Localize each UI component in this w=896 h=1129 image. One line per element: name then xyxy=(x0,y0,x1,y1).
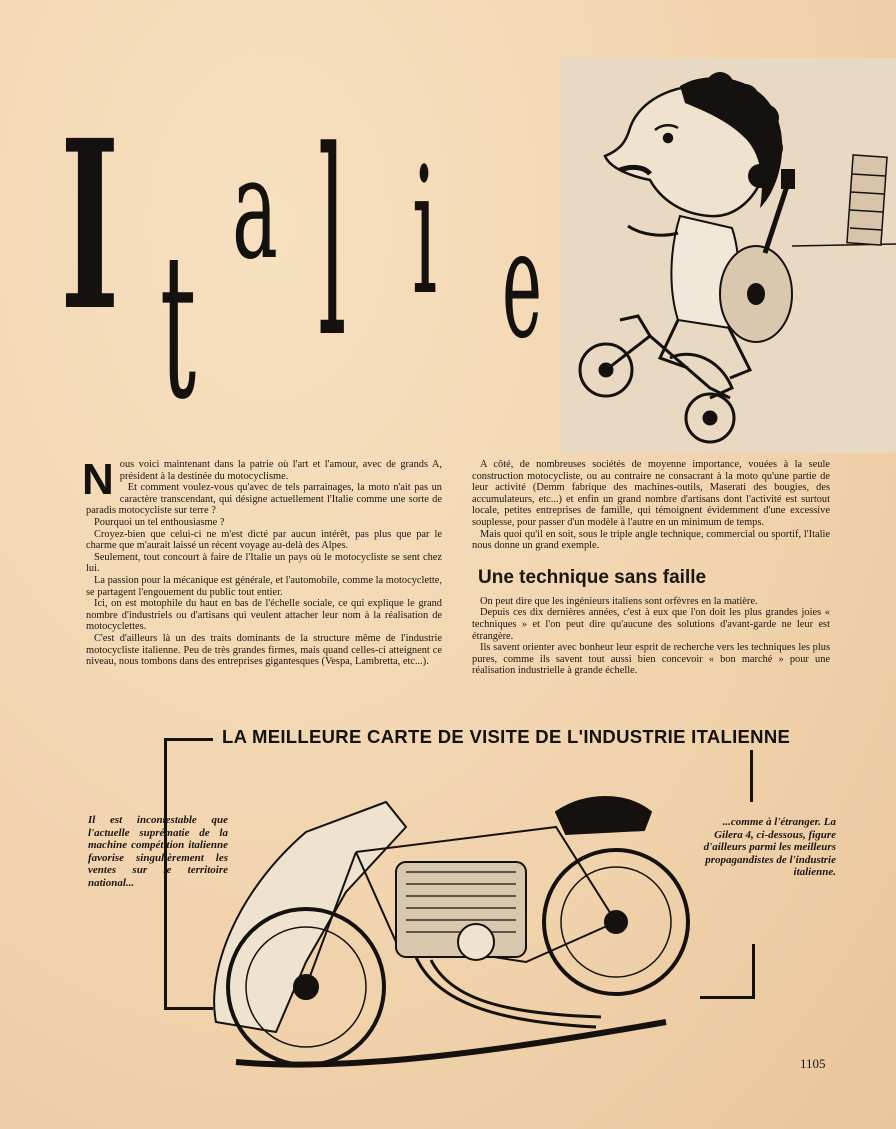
rider-caricature-icon xyxy=(560,58,896,453)
title-letter-i: i xyxy=(412,131,438,334)
caption-right: ...comme à l'étranger. La Gilera 4, ci-dessous, figure d'ailleurs parmi les meilleurs propagandistes de l'industrie italienne. xyxy=(703,816,836,879)
caption-left: Il est incontestable que l'actuelle suprématie de la machine compétition italienne favorise singulièrement les ventes sur le territoire national... xyxy=(88,814,228,889)
article-paragraph: A côté, de nombreuses sociétés de moyenne importance, vouées à la seule construction motocycliste, ou au contraire ne consacrant à la moto qu'une partie de leur activité (Demm fabrique des machines-outils, Maserati des bougies, des accumulateurs, etc...) et enfin un grand nombre d'artisans dont l'activité est surtout locale, petites entreprises de famille, qui témoignent évidemment d'une excessive souplesse, pour passer d'un modèle à l'autre en un minimum de temps. xyxy=(472,459,830,528)
article-paragraph: On peut dire que les ingénieurs italiens sont orfèvres en la matière. xyxy=(480,595,758,607)
frame-bracket-right-bottom xyxy=(700,944,755,999)
racing-motorcycle-icon xyxy=(196,772,696,1084)
article-paragraph: Seulement, tout concourt à faire de l'Italie un pays où le motocycliste se sent chez lui. xyxy=(86,551,442,575)
article-paragraph: La passion pour la mécanique est générale, et l'automobile, comme la motocyclette, se partagent l'engouement du public tout entier. xyxy=(86,574,442,598)
title-letter-a: a xyxy=(232,128,278,291)
frame-bracket-right-top xyxy=(750,750,753,802)
title-letter-l: l xyxy=(318,97,347,394)
cartoon-illustration xyxy=(560,58,896,453)
title-letter-t: t xyxy=(160,211,197,444)
article-paragraph: Depuis ces dix dernières années, c'est à eux que l'on doit les plus grandes joies « techniques » et l'on peut dire qu'aucune des solutions d'avant-garde ne leur est étrangère. xyxy=(472,607,830,642)
article-paragraph: Ils savent orienter avec bonheur leur esprit de recherche vers les techniques les plus pures, comme ils savent tout aussi bien concevoir « bon marché » pour une réalisation industrielle à grande échelle. xyxy=(472,642,830,677)
title-letter-e: e xyxy=(502,198,542,372)
page-number: 1105 xyxy=(800,1056,826,1071)
article-paragraph: Et comment voulez-vous qu'avec de tels parrainages, la moto n'ait pas un caractère transcendant, qui désigne actuellement l'Italie comme une sorte de paradis motocycliste sur terre ? xyxy=(86,482,442,517)
title-letter-i-capital: I xyxy=(60,89,120,362)
article-subheading: Une technique sans faille xyxy=(478,566,707,588)
article-right-column xyxy=(472,459,830,677)
drop-cap: N xyxy=(82,455,114,504)
article-paragraph: ous voici maintenant dans la patrie où l'art et l'amour, avec de grands A, président à la destinée du motocyclisme. xyxy=(119,459,442,482)
article-left-column xyxy=(82,455,442,668)
article-paragraph: Mais quoi qu'il en soit, sous le triple angle technique, commercial ou sportif, l'Italie nous donne un grand exemple. xyxy=(472,528,830,552)
article-paragraph: C'est d'ailleurs là un des traits dominants de la structure même de l'industrie motocycliste italienne. Peu de très grandes firmes, mais quand celles-ci atteignent ce niveau, nous tombons dans des entreprises gigantesques (Vespa, Lambretta, etc...). xyxy=(86,632,442,668)
gilera-4-drawing xyxy=(196,772,696,1084)
leaning-tower-icon xyxy=(792,155,896,246)
article-paragraph: Ici, on est motophile du haut en bas de l'échelle sociale, ce qui explique le grand nombre d'industriels ou d'artisans qui veulent attacher leur nom à la réalisation de motocyclettes. xyxy=(86,598,442,633)
article-paragraph: Croyez-bien que celui-ci ne m'est dicté par aucun intérêt, pas plus que par le charme que m'aurait laissé un récent voyage au-delà des Alpes. xyxy=(86,528,442,552)
section-headline: LA MEILLEURE CARTE DE VISITE DE L'INDUSTRIE ITALIENNE xyxy=(222,726,791,747)
article-paragraph: Pourquoi un tel enthousiasme ? xyxy=(94,516,225,528)
